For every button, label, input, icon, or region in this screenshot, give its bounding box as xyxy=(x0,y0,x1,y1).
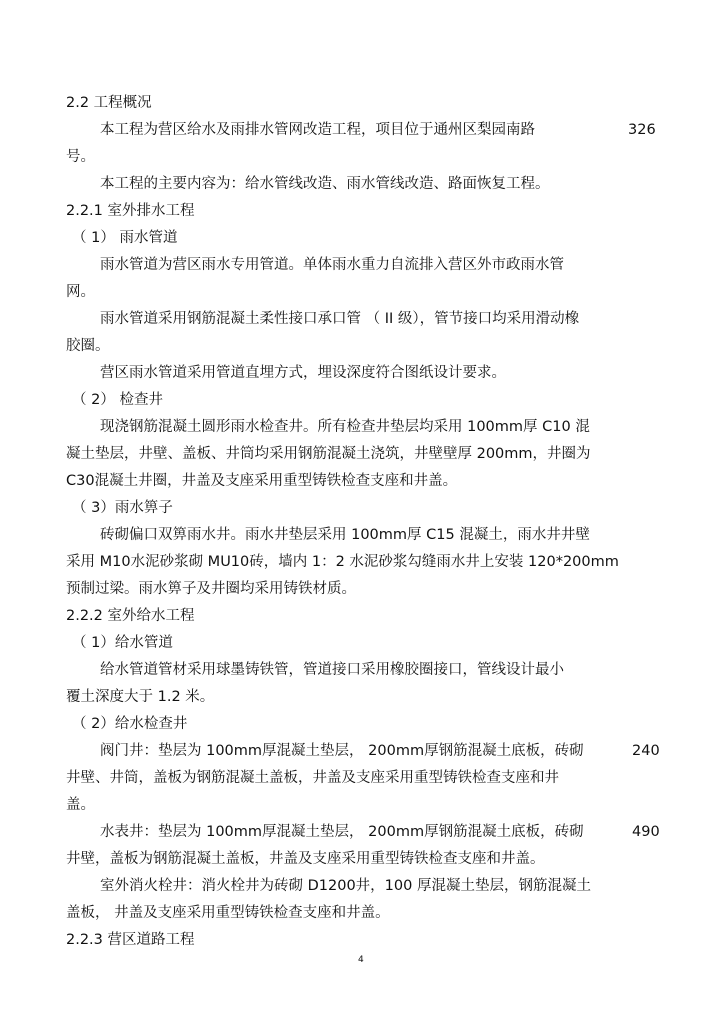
page-number: 4 xyxy=(358,955,364,965)
paragraph-line: 网。 xyxy=(66,284,95,300)
subsection-heading: （ 1）给水管道 xyxy=(72,635,173,651)
paragraph-line: 盖板， 井盖及支座采用重型铸铁检查支座和井盖。 xyxy=(66,905,390,921)
wall-thickness-value: 490 xyxy=(632,824,660,840)
paragraph-line: 营区雨水管道采用管道直埋方式，埋设深度符合图纸设计要求。 xyxy=(100,365,506,381)
paragraph-line: 给水管道管材采用球墨铸铁管，管道接口采用橡胶圈接口，管线设计最小 xyxy=(100,662,564,678)
paragraph-line: 雨水管道为营区雨水专用管道。单体雨水重力自流排入营区外市政雨水管 xyxy=(100,257,564,273)
wall-thickness-value: 240 xyxy=(632,743,660,759)
subsection-heading: （ 1） 雨水管道 xyxy=(72,230,178,246)
paragraph-line: 阀门井：垫层为 100mm厚混凝土垫层， 200mm厚钢筋混凝土底板，砖砌 xyxy=(100,743,584,759)
paragraph-line: 砖砌偏口双箅雨水井。雨水井垫层采用 100mm厚 C15 混凝土，雨水井井壁 xyxy=(100,527,590,543)
subsection-heading: （ 2） 检查井 xyxy=(72,392,163,408)
paragraph-line: 覆土深度大于 1.2 米。 xyxy=(66,689,215,705)
section-heading-2-2-1: 2.2.1 室外排水工程 xyxy=(66,203,195,219)
paragraph-line: 预制过梁。雨水箅子及井圈均采用铸铁材质。 xyxy=(66,581,356,597)
section-heading-2-2-2: 2.2.2 室外给水工程 xyxy=(66,608,195,624)
paragraph-line: 盖。 xyxy=(66,797,95,813)
paragraph-line: 采用 M10水泥砂浆砌 MU10砖，墙内 1：2 水泥砂浆勾缝雨水井上安装 120*200mm xyxy=(66,554,619,570)
paragraph-line: 胶圈。 xyxy=(66,338,110,354)
paragraph-line: 室外消火栓井：消火栓井为砖砌 D1200井，100 厚混凝土垫层，钢筋混凝土 xyxy=(100,878,591,894)
section-heading-2-2: 2.2 工程概况 xyxy=(66,95,152,111)
paragraph-line: 本工程的主要内容为：给水管线改造、雨水管线改造、路面恢复工程。 xyxy=(100,176,550,192)
paragraph-line: 水表井：垫层为 100mm厚混凝土垫层， 200mm厚钢筋混凝土底板，砖砌 xyxy=(100,824,584,840)
paragraph-line: 井壁，盖板为钢筋混凝土盖板，井盖及支座采用重型铸铁检查支座和井盖。 xyxy=(66,851,545,867)
subsection-heading: （ 3）雨水箅子 xyxy=(72,500,173,516)
paragraph-line: 本工程为营区给水及雨排水管网改造工程，项目位于通州区梨园南路 xyxy=(100,122,535,138)
paragraph-line: 井壁、井筒，盖板为钢筋混凝土盖板，井盖及支座采用重型铸铁检查支座和井 xyxy=(66,770,559,786)
paragraph-line: 凝土垫层，井壁、盖板、井筒均采用钢筋混凝土浇筑，井壁壁厚 200mm，井圈为 xyxy=(66,446,591,462)
subsection-heading: （ 2）给水检查井 xyxy=(72,716,188,732)
paragraph-line: C30混凝土井圈，井盖及支座采用重型铸铁检查支座和井盖。 xyxy=(66,473,458,489)
paragraph-line: 现浇钢筋混凝土圆形雨水检查井。所有检查井垫层均采用 100mm厚 C10 混 xyxy=(100,419,590,435)
section-heading-2-2-3: 2.2.3 营区道路工程 xyxy=(66,932,195,948)
paragraph-line: 雨水管道采用钢筋混凝土柔性接口承口管 （ II 级），管节接口均采用滑动橡 xyxy=(100,311,580,327)
paragraph-line: 号。 xyxy=(66,149,95,165)
address-number: 326 xyxy=(628,122,656,138)
